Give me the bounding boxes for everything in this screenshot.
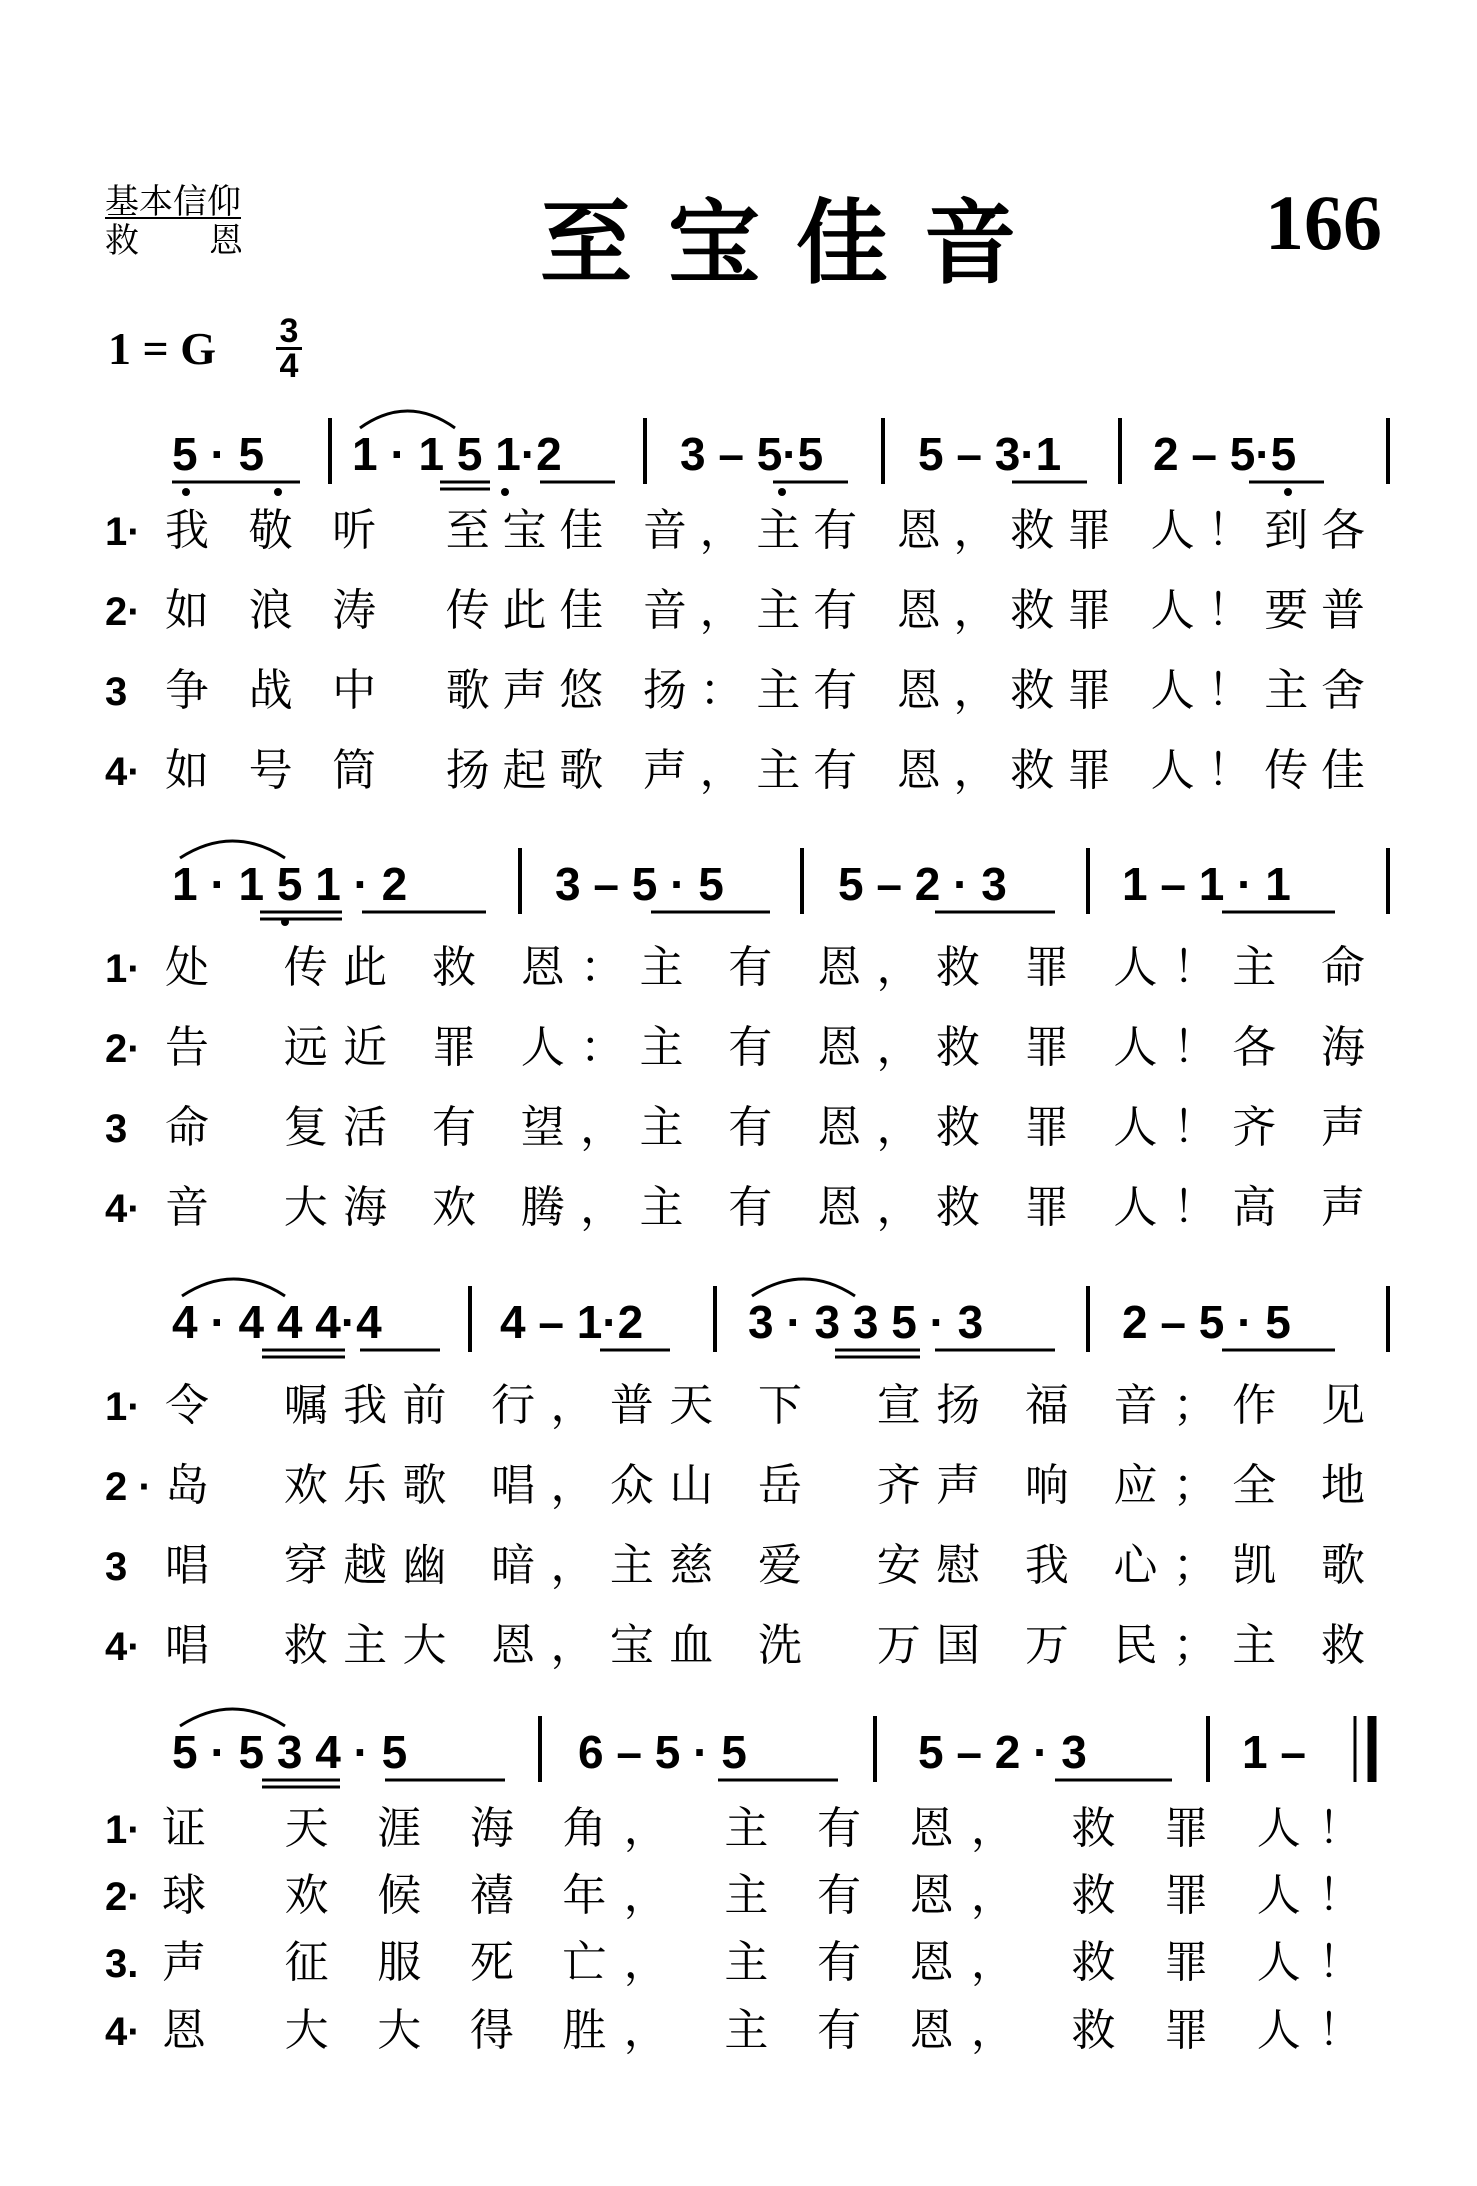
key-signature: 1 = G <box>108 323 216 374</box>
measure-notes: 5 · 5 <box>172 428 265 480</box>
measure-notes: 5 · 5 3 4 · 5 <box>172 1726 408 1778</box>
measure-notes: 1 – <box>1242 1726 1306 1778</box>
measure-notes: 4 – 1·2 <box>500 1296 644 1348</box>
lyric-line: 令 嘱我前 行，普天 下 宣扬 福 音；作 见 <box>165 1380 1365 1431</box>
verse-number: 3 <box>105 1107 128 1151</box>
verse-number: 4· <box>105 750 141 794</box>
measure-notes: 1 · 1 5 1 · 2 <box>172 858 408 910</box>
verse-number: 1· <box>105 510 141 554</box>
verse-number: 3 <box>105 1545 128 1589</box>
measure-notes: 2 – 5·5 <box>1153 428 1297 480</box>
lyric-line: 争 战 中 歌声悠 扬：主有 恩，救罪 人！主舍 <box>165 665 1365 716</box>
verse-number: 1· <box>105 1808 141 1852</box>
verse-number: 4· <box>105 1187 141 1231</box>
category-sub: 救 恩 <box>105 221 261 261</box>
lyric-line: 如 浪 涛 传此佳 音，主有 恩，救罪 人！要普 <box>165 585 1365 636</box>
verse-number: 3 <box>105 670 128 714</box>
octave-dot <box>274 488 282 496</box>
lyrics-layer <box>105 505 1365 2056</box>
verse-number: 2· <box>105 590 141 634</box>
lyric-line: 恩 大 大 得 胜， 主 有 恩， 救 罪 人！ <box>162 2005 1362 2056</box>
verse-number: 2· <box>105 1027 141 1071</box>
category-main: 基本信仰 <box>105 182 241 222</box>
lyric-line: 岛 欢乐歌 唱，众山 岳 齐声 响 应；全 地 <box>165 1460 1365 1511</box>
lyric-line: 处 传此 救 恩：主 有 恩，救 罪 人！主 命 <box>165 942 1365 993</box>
verse-number: 4· <box>105 1625 141 1669</box>
slur-arc <box>180 841 285 858</box>
lyric-line: 唱 穿越幽 暗，主慈 爱 安慰 我 心；凯 歌 <box>165 1540 1365 1591</box>
measure-notes: 5 – 2 · 3 <box>918 1726 1087 1778</box>
verse-number: 3. <box>105 1942 139 1986</box>
octave-dot <box>501 488 509 496</box>
measure-notes: 3 – 5·5 <box>680 428 824 480</box>
octave-dot <box>778 488 786 496</box>
hymn-number: 166 <box>1265 179 1382 266</box>
octave-dot <box>281 918 289 926</box>
measure-notes: 6 – 5 · 5 <box>578 1726 747 1778</box>
verse-number: 4· <box>105 2010 141 2054</box>
time-bottom: 4 <box>279 347 299 385</box>
slur-arc <box>180 1709 285 1726</box>
lyric-line: 音 大海 欢 腾，主 有 恩，救 罪 人！高 声 <box>165 1182 1365 1233</box>
measure-notes: 1 – 1 · 1 <box>1122 858 1291 910</box>
lyric-line: 如 号 筒 扬起歌 声，主有 恩，救罪 人！传佳 <box>165 745 1365 796</box>
measure-notes: 3 – 5 · 5 <box>555 858 724 910</box>
octave-dot <box>182 488 190 496</box>
lyric-line: 我 敬 听 至宝佳 音，主有 恩，救罪 人！到各 <box>165 505 1365 556</box>
lyric-line: 证 天 涯 海 角， 主 有 恩， 救 罪 人！ <box>162 1803 1362 1854</box>
measure-notes: 4 · 4 4 4·4 <box>172 1296 382 1348</box>
slur-arc <box>360 411 455 428</box>
lyric-line: 告 远近 罪 人：主 有 恩，救 罪 人！各 海 <box>165 1022 1365 1073</box>
lyric-line: 声 征 服 死 亡， 主 有 恩， 救 罪 人！ <box>162 1937 1362 1988</box>
measure-notes: 3 · 3 3 5 · 3 <box>748 1296 984 1348</box>
verse-number: 1· <box>105 947 141 991</box>
hymn-title: 至宝佳音 <box>540 190 1053 297</box>
measure-notes: 2 – 5 · 5 <box>1122 1296 1291 1348</box>
measure-notes: 1 · 1 5 1·2 <box>352 428 562 480</box>
verse-number: 2· <box>105 1875 141 1919</box>
verse-number: 2 · <box>105 1465 152 1509</box>
lyric-line: 唱 救主大 恩，宝血 洗 万国 万 民；主 救 <box>165 1620 1365 1671</box>
slur-arc <box>182 1279 285 1296</box>
verse-number: 1· <box>105 1385 141 1429</box>
lyric-line: 命 复活 有 望，主 有 恩，救 罪 人！齐 声 <box>165 1102 1365 1153</box>
time-top: 3 <box>279 312 299 350</box>
octave-dot <box>1284 488 1292 496</box>
lyric-line: 球 欢 候 禧 年， 主 有 恩， 救 罪 人！ <box>162 1870 1362 1921</box>
measure-notes: 5 – 2 · 3 <box>838 858 1007 910</box>
measure-notes: 5 – 3·1 <box>918 428 1062 480</box>
slur-arc <box>752 1279 855 1296</box>
